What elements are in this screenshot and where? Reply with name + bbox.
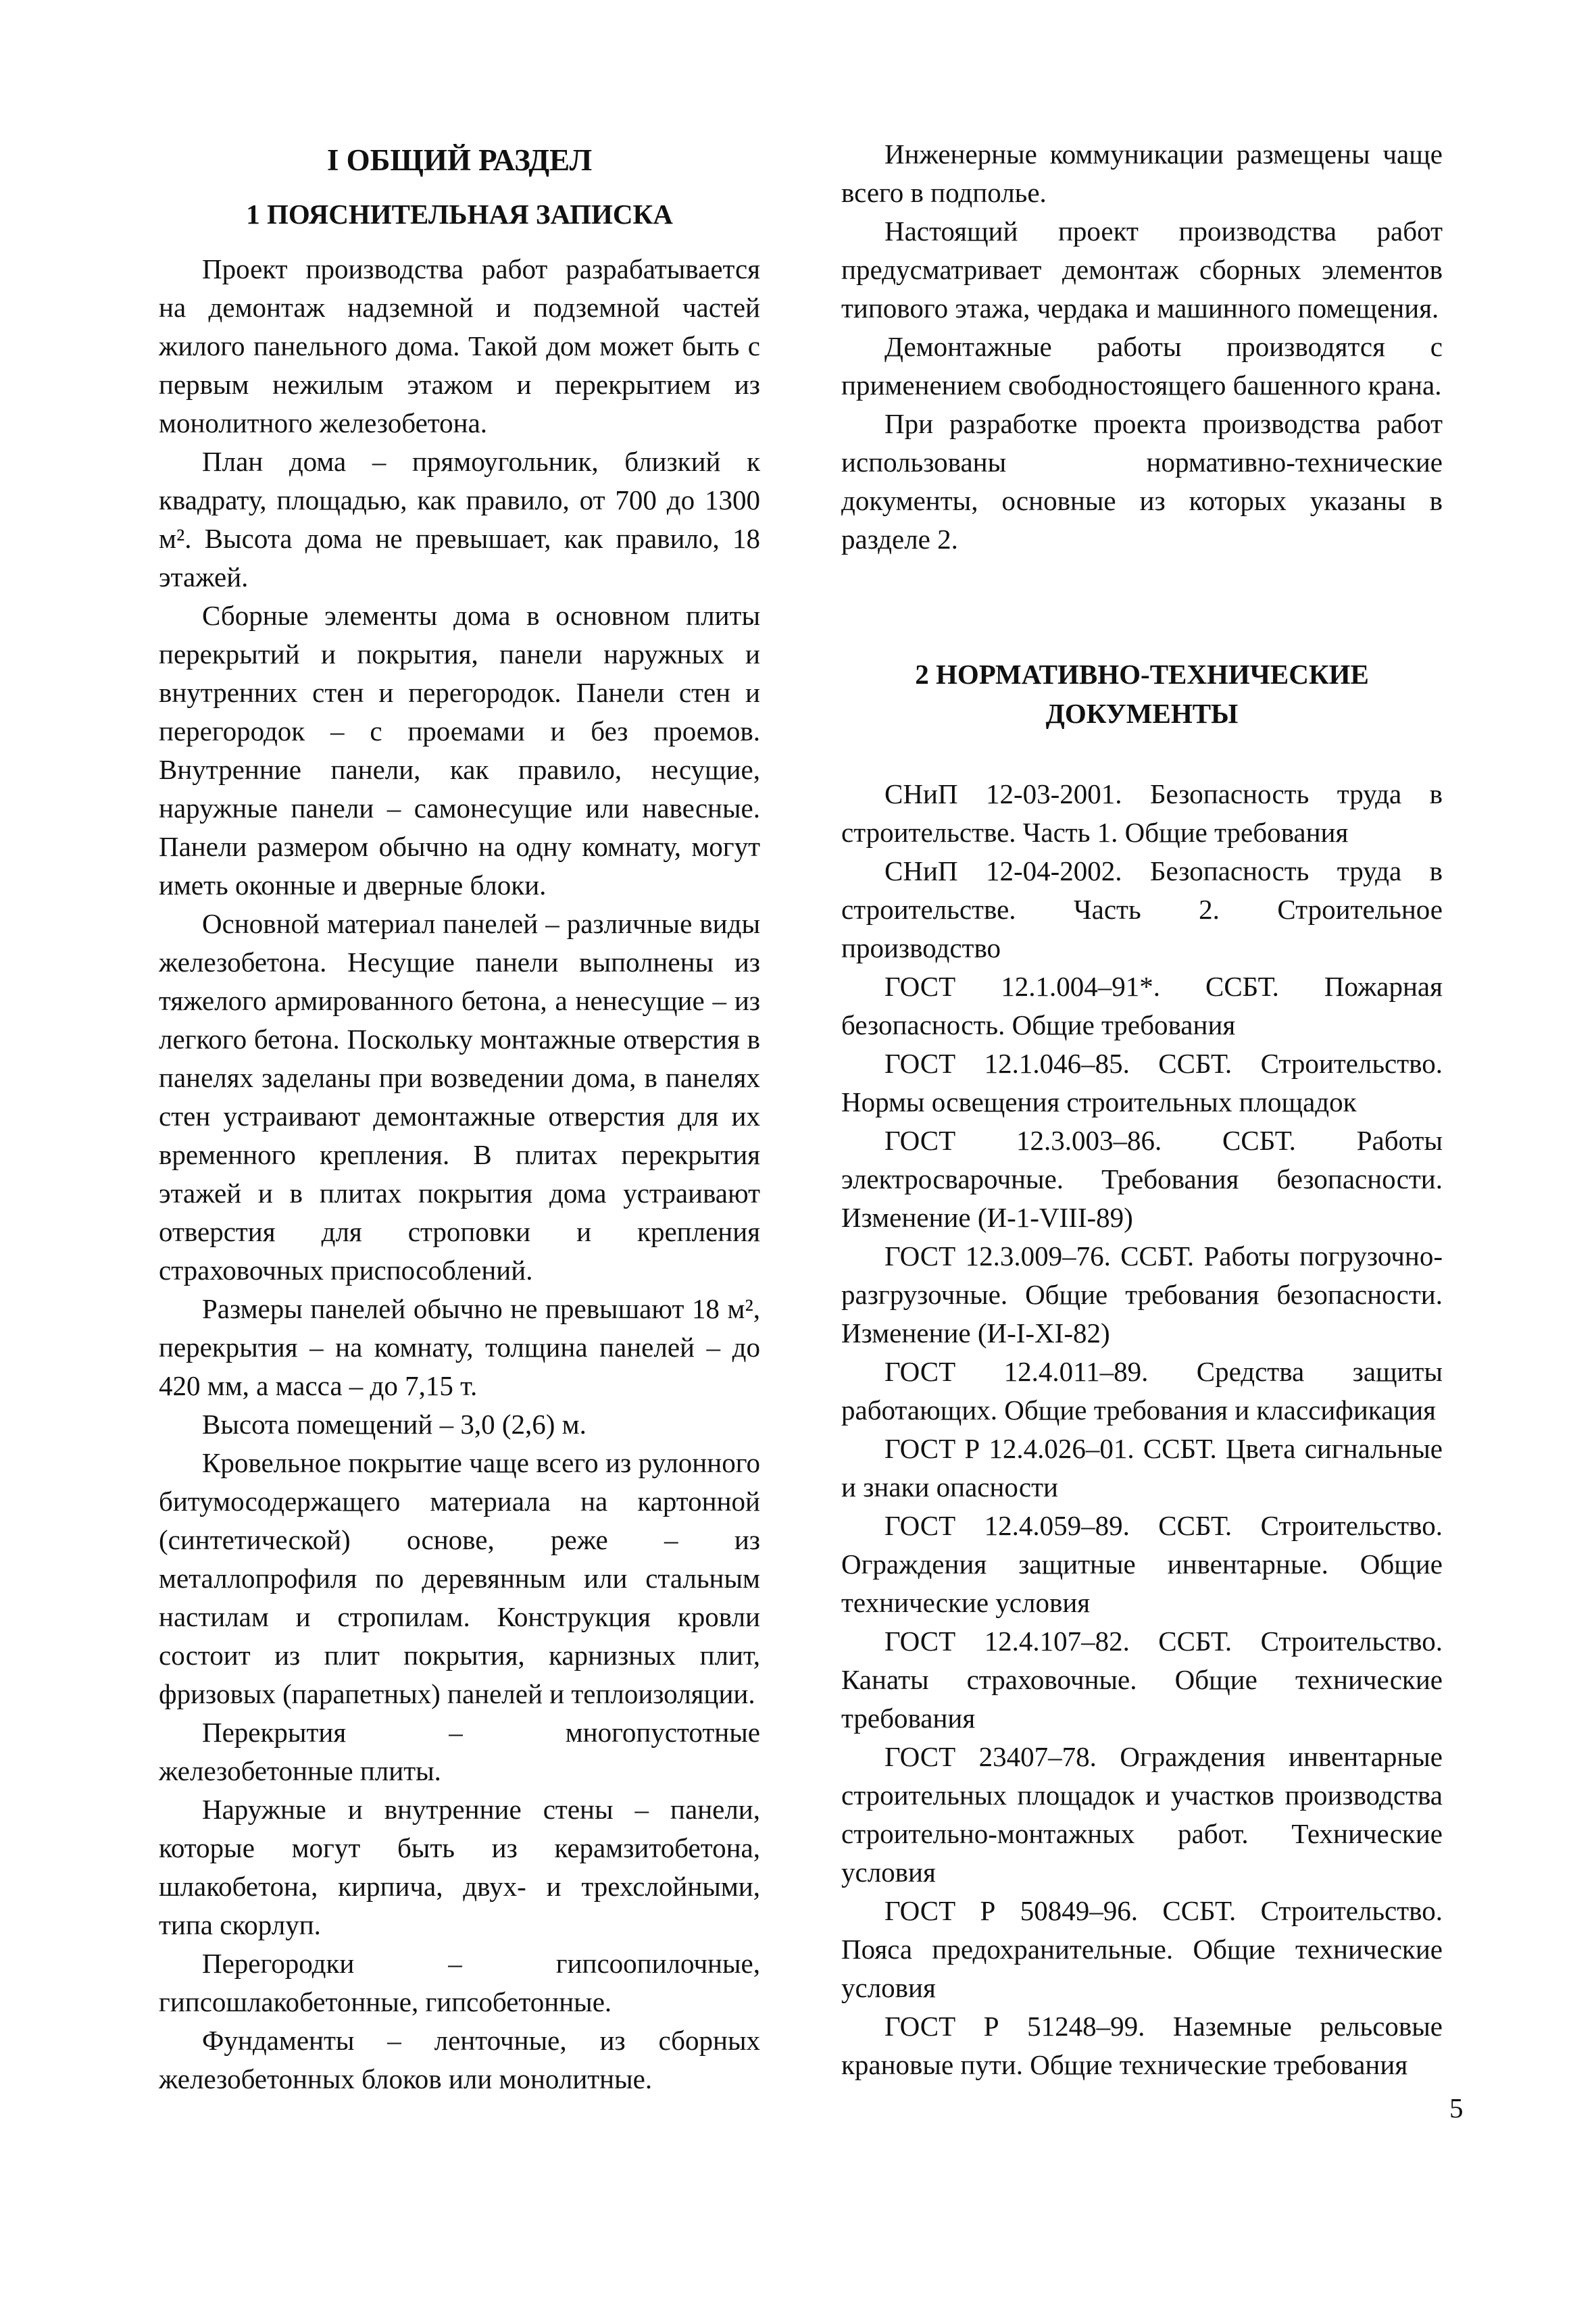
document-entry: ГОСТ 12.1.046–85. ССБТ. Строительство. Нормы освещения строительных площадок — [841, 1048, 1443, 1117]
paragraph: Проект производства работ разрабатывается на демонтаж надземной и подземной частей жилого панельного дома. Такой дом может быть с первым нежилым этажом и перекрытием из монолитного железобетона. — [159, 253, 760, 438]
document-entry: ГОСТ 12.1.004–91*. ССБТ. Пожарная безопасность. Общие требования — [841, 971, 1443, 1040]
paragraph: Фундаменты – ленточные, из сборных железобетонных блоков или монолитные. — [159, 2025, 760, 2094]
document-entry: ГОСТ 12.4.059–89. ССБТ. Строительство. Ограждения защитные инвентарные. Общие технические условия — [841, 1510, 1443, 1618]
paragraph: План дома – прямоугольник, близкий к квадрату, площадью, как правило, от 700 до 1300 м². Высота дома не превышает, как правило, 18 этажей. — [159, 446, 760, 593]
paragraph: Высота помещений – 3,0 (2,6) м. — [202, 1409, 587, 1440]
right-column — [841, 135, 1443, 2084]
document-entry: ГОСТ 12.4.107–82. ССБТ. Строительство. Канаты страховочные. Общие технические требования — [841, 1626, 1443, 1734]
document-entry: ГОСТ 23407–78. Ограждения инвентарные строительных площадок и участков производства строительно-монтажных работ. Технические условия — [841, 1741, 1443, 1888]
document-entry: ГОСТ Р 12.4.026–01. ССБТ. Цвета сигнальные и знаки опасности — [841, 1433, 1443, 1503]
left-column — [159, 135, 760, 2098]
paragraph: При разработке проекта производства работ использованы нормативно-технические документы, основные из которых указаны в разделе 2. — [841, 408, 1443, 555]
paragraph: Демонтажные работы производятся с применением свободностоящего башенного крана. — [841, 331, 1443, 401]
paragraph: Перегородки – гипсоопилочные, гипсошлакобетонные, гипсобетонные. — [159, 1948, 760, 2017]
paragraph: Размеры панелей обычно не превышают 18 м², перекрытия – на комнату, толщина панелей – до 420 мм, а масса – до 7,15 т. — [159, 1293, 760, 1401]
paragraph: Наружные и внутренние стены – панели, которые могут быть из керамзитобетона, шлакобетона, кирпича, двух- и трехслойными, типа скорлуп. — [159, 1794, 760, 1940]
spacer — [841, 559, 1443, 655]
paragraph: Кровельное покрытие чаще всего из рулонного битумосодержащего материала на картонной (синтетической) основе, реже – из металлопрофиля по деревянным или стальным настилам и стропилам. Конструкция кровли состоит из плит покрытия, карнизных плит, фризовых (парапетных) панелей и теплоизоляции. — [159, 1447, 760, 1709]
section-title: I ОБЩИЙ РАЗДЕЛ — [326, 143, 593, 177]
section2-title: 2 НОРМАТИВНО-ТЕХНИЧЕСКИЕ ДОКУМЕНТЫ — [915, 659, 1369, 729]
paragraph: Настоящий проект производства работ предусматривает демонтаж сборных элементов типового этажа, чердака и машинного помещения. — [841, 216, 1443, 324]
paragraph: Основной материал панелей – различные виды железобетона. Несущие панели выполнены из тяжелого армированного бетона, а ненесущие – из легкого бетона. Поскольку монтажные отверстия в панелях заделаны при возведении дома, в панелях стен устраивают демонтажные отверстия для их временного крепления. В плитах перекрытия этажей и в плитах покрытия дома устраивают отверстия для строповки и крепления страховочных приспособлений. — [159, 908, 760, 1286]
document-entry: СНиП 12-04-2002. Безопасность труда в строительстве. Часть 2. Строительное производство — [841, 855, 1443, 963]
document-entry: ГОСТ 12.3.003–86. ССБТ. Работы электросварочные. Требования безопасности. Изменение (И-1-VIII-89) — [841, 1125, 1443, 1233]
document-entry: ГОСТ Р 51248–99. Наземные рельсовые крановые пути. Общие технические требования — [841, 2011, 1443, 2080]
document-entry: ГОСТ 12.4.011–89. Средства защиты работающих. Общие требования и классификация — [841, 1356, 1443, 1426]
paragraph: Инженерные коммуникации размещены чаще всего в подполье. — [841, 139, 1443, 208]
document-entry: ГОСТ Р 50849–96. ССБТ. Строительство. Пояса предохранительные. Общие технические условия — [841, 1895, 1443, 2003]
paragraph: Сборные элементы дома в основном плиты перекрытий и покрытия, панели наружных и внутренних стен и перегородок. Панели стен и перегородок – с проемами и без проемов. Внутренние панели, как правило, несущие, наружные панели – самонесущие или навесные. Панели размером обычно на одну комнату, могут иметь оконные и дверные блоки. — [159, 600, 760, 901]
document-entry: ГОСТ 12.3.009–76. ССБТ. Работы погрузочно-разгрузочные. Общие требования безопасности. Изменение (И-I-XI-82) — [841, 1240, 1443, 1349]
subsection-title: 1 ПОЯСНИТЕЛЬНАЯ ЗАПИСКА — [246, 199, 673, 230]
page-number: 5 — [1449, 2092, 1464, 2123]
document-entry: СНиП 12-03-2001. Безопасность труда в строительстве. Часть 1. Общие требования — [841, 778, 1443, 848]
paragraph: Перекрытия – многопустотные железобетонные плиты. — [159, 1717, 760, 1786]
